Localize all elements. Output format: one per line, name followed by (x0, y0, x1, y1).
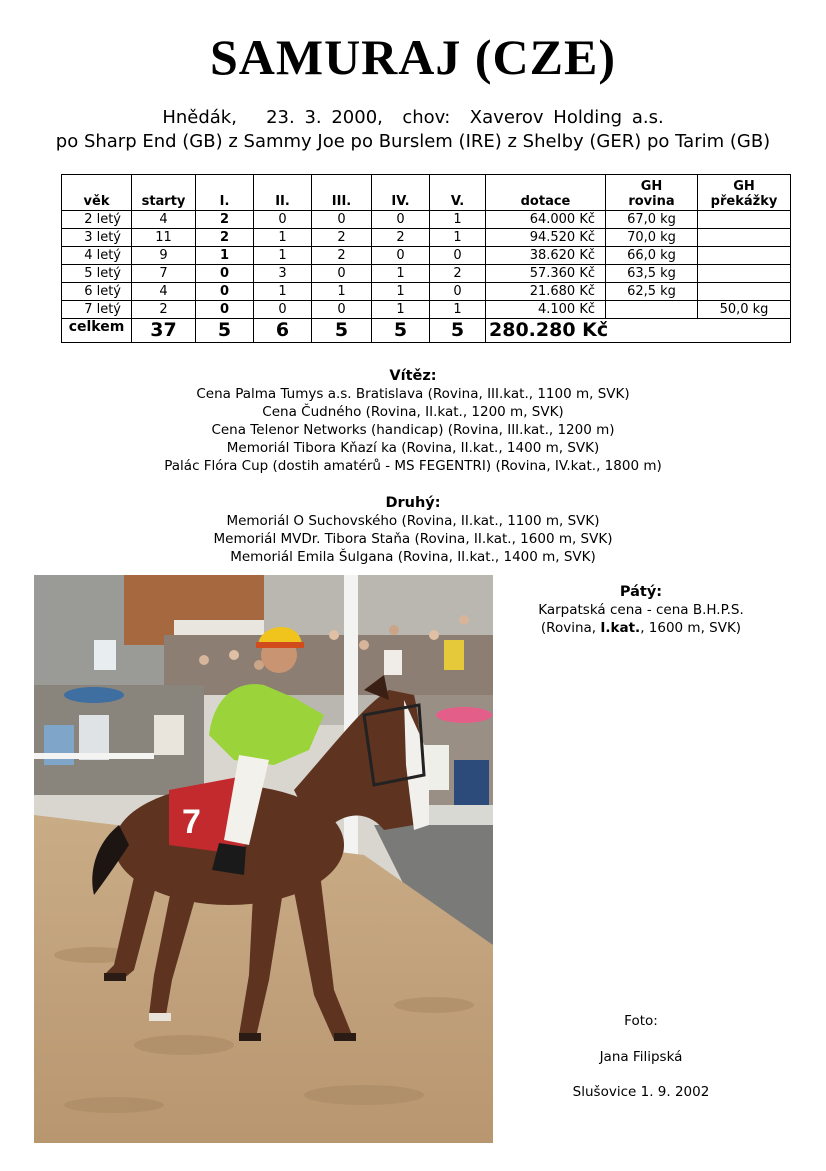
table-row (62, 265, 791, 283)
table-cell: 2 (132, 301, 196, 319)
race-line: Cena Palma Tumys a.s. Bratislava (Rovina, III.kat., 1100 m, SVK) (196, 386, 630, 402)
table-cell: 1 (372, 283, 430, 301)
horse-info: Hnědák, 23. 3. 2000, chov: Xaverov Holding a.s. (162, 107, 664, 128)
table-cell: 1 (372, 265, 430, 283)
table-cell (698, 229, 791, 247)
race-category: I.kat. (600, 620, 641, 636)
table-cell (606, 301, 698, 319)
second-section (0, 494, 826, 566)
table-cell: 4 (132, 211, 196, 229)
table-cell: 0 (372, 247, 430, 265)
table-cell: 1 (430, 301, 486, 319)
table-cell: 57.360 Kč (486, 265, 606, 283)
table-cell: 2 (372, 229, 430, 247)
table-cell: 0 (254, 211, 312, 229)
header-cell: V. (430, 175, 486, 211)
header-cell: starty (132, 175, 196, 211)
table-cell: 0 (430, 283, 486, 301)
total-row (62, 319, 791, 343)
table-cell: 9 (132, 247, 196, 265)
photo-credit-label: Foto: (624, 1013, 658, 1029)
table-cell: 4 letý (62, 247, 132, 265)
table-row (62, 247, 791, 265)
table-cell: 0 (312, 301, 372, 319)
header-cell: GH rovina (606, 175, 698, 211)
table-cell: 1 (430, 229, 486, 247)
winner-heading: Vítěz: (389, 368, 437, 384)
race-line: Memoriál MVDr. Tibora Staňa (Rovina, II.kat., 1600 m, SVK) (213, 531, 613, 547)
total-cell: 6 (254, 319, 312, 343)
table-cell: 2 letý (62, 211, 132, 229)
table-cell: 1 (430, 211, 486, 229)
table-cell: 1 (196, 247, 254, 265)
fifth-heading: Pátý: (619, 584, 663, 600)
total-cell: 5 (372, 319, 430, 343)
total-label: celkem (62, 319, 132, 343)
table-cell: 0 (430, 247, 486, 265)
table-cell: 0 (312, 211, 372, 229)
race-line: Karpatská cena - cena B.H.P.S. (538, 602, 744, 618)
total-cell: 37 (132, 319, 196, 343)
header-cell: GH překážky (698, 175, 791, 211)
table-cell: 63,5 kg (606, 265, 698, 283)
table-cell (698, 283, 791, 301)
table-cell: 67,0 kg (606, 211, 698, 229)
photo-credit-place-date: Slušovice 1. 9. 2002 (572, 1084, 710, 1100)
table-cell: 4 (132, 283, 196, 301)
header-cell: III. (312, 175, 372, 211)
winner-section (0, 367, 826, 475)
table-cell: 7 letý (62, 301, 132, 319)
table-cell: 62,5 kg (606, 283, 698, 301)
table-cell: 38.620 Kč (486, 247, 606, 265)
header-cell: I. (196, 175, 254, 211)
race-line-part: , 1600 m, SVK) (640, 620, 742, 636)
total-cell: 5 (430, 319, 486, 343)
table-cell (698, 265, 791, 283)
table-cell: 0 (254, 301, 312, 319)
table-cell: 0 (196, 283, 254, 301)
table-row (62, 283, 791, 301)
table-cell: 1 (372, 301, 430, 319)
table-cell: 0 (196, 265, 254, 283)
race-line-part: (Rovina, (540, 620, 601, 636)
table-cell: 2 (196, 211, 254, 229)
race-line (510, 619, 772, 637)
table-cell (698, 211, 791, 229)
table-cell: 1 (254, 283, 312, 301)
race-line: Cena Telenor Networks (handicap) (Rovina, III.kat., 1200 m) (211, 422, 615, 438)
fifth-section (510, 583, 772, 637)
photo-credit-name: Jana Filipská (599, 1049, 683, 1065)
table-cell: 3 letý (62, 229, 132, 247)
table-cell: 1 (254, 229, 312, 247)
table-row (62, 229, 791, 247)
header-cell: II. (254, 175, 312, 211)
table-cell: 4.100 Kč (486, 301, 606, 319)
table-cell: 94.520 Kč (486, 229, 606, 247)
table-cell: 2 (430, 265, 486, 283)
total-cell: 5 (312, 319, 372, 343)
race-line: Palác Flóra Cup (dostih amatérů - MS FEGENTRI) (Rovina, IV.kat., 1800 m) (164, 458, 662, 474)
page-title: SAMURAJ (CZE) (209, 29, 617, 85)
table-cell: 3 (254, 265, 312, 283)
table-cell: 11 (132, 229, 196, 247)
table-cell: 5 letý (62, 265, 132, 283)
table-cell: 7 (132, 265, 196, 283)
career-table (61, 174, 791, 343)
race-photo (34, 575, 493, 1143)
table-header (62, 175, 791, 211)
second-heading: Druhý: (385, 495, 441, 511)
table-cell: 70,0 kg (606, 229, 698, 247)
header-cell: věk (62, 175, 132, 211)
table-cell: 2 (312, 247, 372, 265)
table-row (62, 211, 791, 229)
table-cell: 0 (312, 265, 372, 283)
table-cell: 21.680 Kč (486, 283, 606, 301)
header-cell: dotace (486, 175, 606, 211)
table-cell: 2 (312, 229, 372, 247)
table-row (62, 301, 791, 319)
table-cell: 2 (196, 229, 254, 247)
table-cell: 6 letý (62, 283, 132, 301)
race-line: Memoriál Tibora Kňazí ka (Rovina, II.kat., 1400 m, SVK) (226, 440, 600, 456)
race-line: Memoriál O Suchovského (Rovina, II.kat., 1100 m, SVK) (226, 513, 600, 529)
race-line: Memoriál Emila Šulgana (Rovina, II.kat., 1400 m, SVK) (230, 549, 596, 565)
table-cell: 1 (254, 247, 312, 265)
table-cell: 0 (372, 211, 430, 229)
header-cell: IV. (372, 175, 430, 211)
pedigree: po Sharp End (GB) z Sammy Joe po Burslem (IRE) z Shelby (GER) po Tarim (GB) (55, 131, 771, 152)
total-cell: 5 (196, 319, 254, 343)
table-cell: 1 (312, 283, 372, 301)
table-cell (698, 247, 791, 265)
table-cell: 64.000 Kč (486, 211, 606, 229)
table-cell: 66,0 kg (606, 247, 698, 265)
total-prize: 280.280 Kč (486, 319, 791, 343)
table-cell: 0 (196, 301, 254, 319)
race-line: Cena Čudného (Rovina, II.kat., 1200 m, SVK) (262, 404, 564, 420)
table-cell: 50,0 kg (698, 301, 791, 319)
saddle-number: 7 (182, 803, 201, 841)
